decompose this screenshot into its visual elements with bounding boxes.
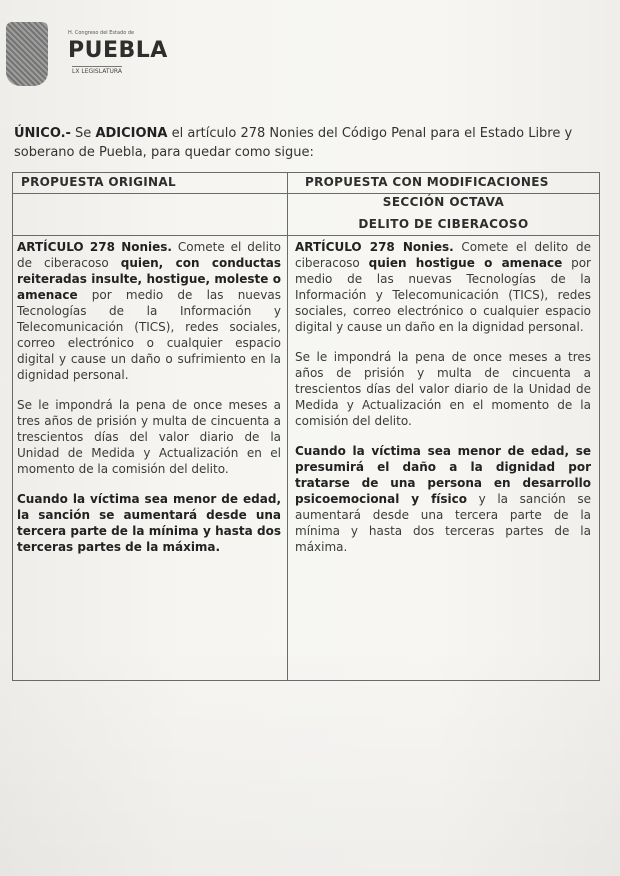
page-shadow	[0, 640, 620, 876]
section-subtitle: DELITO DE CIBERACOSO	[358, 217, 529, 231]
right-p3-text: y la sanción se aumentará desde una tercera parte de la mínima y hasta dos terceras partes de la máxima.	[295, 492, 591, 554]
right-p3-bold: Cuando la víctima sea menor de edad, se presumirá el daño a la dignidad por tratarse de una persona en desarrollo psicoemocional y físico	[295, 444, 591, 506]
column-divider	[287, 173, 288, 680]
legislatura-label: LX LEGISLATURA	[72, 68, 122, 75]
letterhead	[6, 20, 168, 94]
intro-paragraph	[14, 124, 614, 162]
right-p1-bold-b: quien hostigue o amenace	[368, 256, 563, 270]
right-p1-text-b: por medio de las nuevas Tecnologías de la Información y Telecomunicación (TICS), redes sociales, correo electrónico o cualquier espacio digital y cause un daño en la dignidad personal.	[295, 256, 591, 334]
left-p1-text-a: Comete el delito de ciberacoso	[17, 240, 282, 270]
left-p1-text-b: por medio de las nuevas Tecnologías de la Información y Telecomunicación (TICS), redes sociales, correo electrónico o cualquier espacio digital y cause un daño o sufrimiento en la dignidad personal.	[17, 288, 281, 382]
congress-label: H. Congreso del Estado de	[68, 30, 135, 36]
right-p1-text-a: Comete el delito de ciberacoso	[295, 240, 591, 270]
letterhead-title: PUEBLA	[68, 38, 168, 63]
header-row-divider	[13, 193, 599, 194]
left-p1-bold-b: quien, con conductas reiteradas insulte, hostigue, moleste o amenace	[17, 256, 281, 302]
left-paragraph-1	[17, 239, 281, 383]
intro-text-2: el artículo 278 Nonies del Código Penal para el Estado Libre y soberano de Puebla, para quedar como sigue:	[14, 126, 573, 160]
right-paragraph-3	[295, 443, 591, 555]
right-paragraph-1	[295, 239, 591, 335]
col-left-header: PROPUESTA ORIGINAL	[21, 175, 176, 189]
right-article-label: ARTÍCULO 278 Nonies.	[295, 240, 454, 254]
left-article-label: ARTÍCULO 278 Nonies.	[17, 240, 172, 254]
intro-bold-word: ADICIONA	[95, 126, 168, 141]
left-p3-bold: Cuando la víctima sea menor de edad, la sanción se aumentará desde una tercera parte de la mínima y hasta dos terceras partes de la máxima.	[17, 492, 281, 554]
section-title: SECCIÓN OCTAVA	[382, 195, 505, 209]
right-column	[295, 239, 591, 569]
col-right-header: PROPUESTA CON MODIFICACIONES	[305, 175, 549, 189]
left-paragraph-3	[17, 491, 281, 555]
section-row-divider	[13, 235, 599, 236]
intro-text-1: Se	[70, 126, 96, 141]
coat-of-arms-icon	[6, 22, 48, 86]
comparison-table	[12, 172, 600, 681]
right-paragraph-2: Se le impondrá la pena de once meses a tres años de prisión y multa de cincuenta a trescientos días del valor diario de la Unidad de Medida y Actualización en el momento de la comisión del delito.	[295, 350, 591, 428]
intro-lead: ÚNICO.-	[14, 126, 71, 141]
left-paragraph-2: Se le impondrá la pena de once meses a tres años de prisión y multa de cincuenta a trescientos días del valor diario de la Unidad de Medida y Actualización en el momento de la comisión del delito.	[17, 398, 281, 476]
left-column	[17, 239, 281, 569]
